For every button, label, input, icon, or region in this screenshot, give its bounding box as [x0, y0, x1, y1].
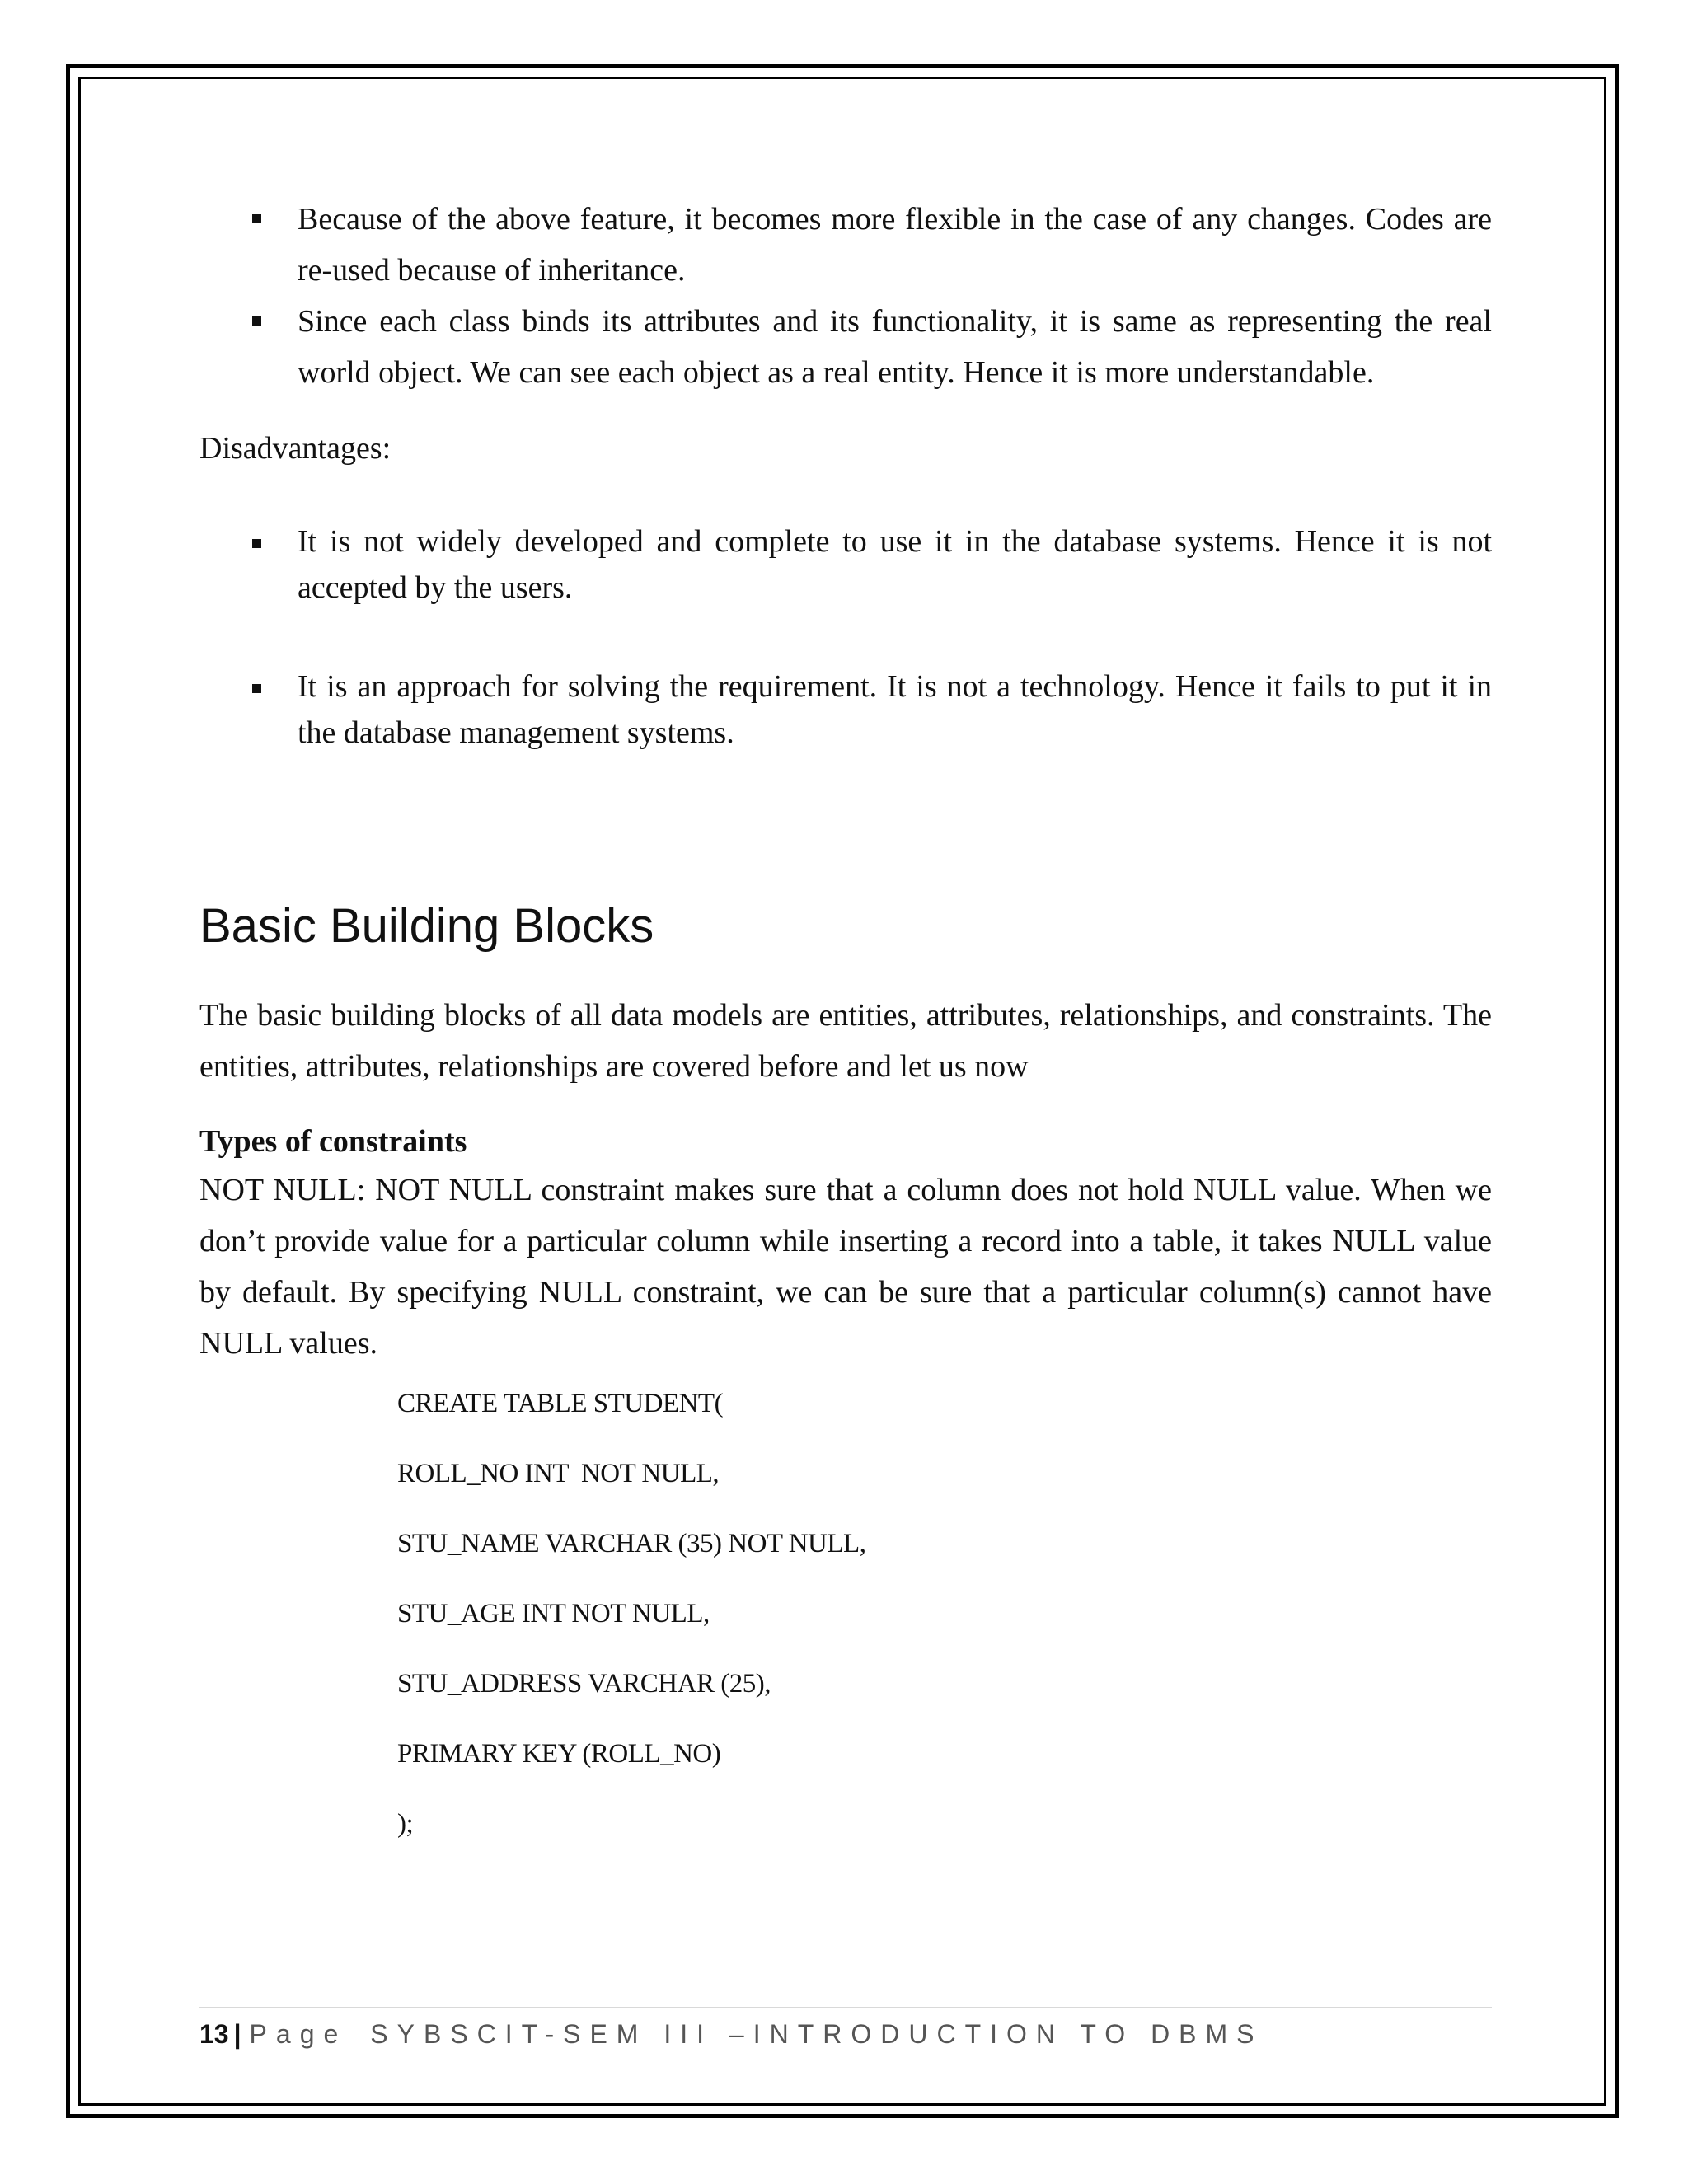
code-line: ROLL_NO INT NOT NULL, — [397, 1459, 720, 1488]
list-item — [199, 663, 1492, 756]
page-word: Page — [249, 2019, 348, 2049]
list-item — [199, 194, 1492, 296]
square-bullet-icon — [252, 539, 261, 548]
section-heading: Basic Building Blocks — [199, 899, 654, 953]
footer-separator: | — [233, 2019, 241, 2049]
list-item-text: It is an approach for solving the requirement. It is not a technology. Hence it fails to put it in the database management systems. — [298, 669, 1492, 750]
constraints-title: Types of constraints — [199, 1124, 467, 1159]
intro-paragraph: The basic building blocks of all data models are entities, attributes, relationships, and constraints. The entities, attributes, relationships are covered before and let us now — [199, 998, 1492, 1084]
advantages-list — [199, 194, 1492, 398]
footer-divider — [199, 2007, 1492, 2008]
disadvantages-list — [199, 518, 1492, 756]
square-bullet-icon — [252, 214, 261, 223]
not-null-paragraph: NOT NULL: NOT NULL constraint makes sure that a column does not hold NULL value. When we don’t provide value for a particular column while inserting a record into a table, it takes NULL value by default. By specifying NULL constraint, we can be sure that a particular column(s) cannot have NULL values. — [199, 1173, 1492, 1361]
code-line: STU_AGE INT NOT NULL, — [397, 1599, 710, 1629]
disadvantages-label: Disadvantages: — [199, 431, 392, 466]
square-bullet-icon — [252, 684, 261, 693]
page-number: 13 — [199, 2019, 229, 2049]
list-item-text: Since each class binds its attributes and its functionality, it is same as representing the real world object. We can see each object as a real entity. Hence it is more understandable. — [298, 304, 1492, 390]
code-line: STU_ADDRESS VARCHAR (25), — [397, 1669, 771, 1699]
code-line: PRIMARY KEY (ROLL_NO) — [397, 1739, 721, 1769]
list-item-text: Because of the above feature, it becomes more flexible in the case of any changes. Codes are re-used because of inheritance. — [298, 202, 1492, 288]
list-item — [199, 296, 1492, 398]
sql-code-block — [397, 1369, 1492, 1859]
code-line: ); — [397, 1809, 414, 1839]
list-item — [199, 518, 1492, 611]
code-line: STU_NAME VARCHAR (35) NOT NULL, — [397, 1529, 866, 1558]
list-item-text: It is not widely developed and complete to use it in the database systems. Hence it is not accepted by the users. — [298, 524, 1492, 605]
code-line: CREATE TABLE STUDENT( — [397, 1389, 724, 1418]
page-content — [199, 194, 1492, 1859]
square-bullet-icon — [252, 316, 261, 326]
course-title: SYBSCIT-SEM III –INTRODUCTION TO DBMS — [370, 2019, 1264, 2049]
page-footer — [199, 2011, 1264, 2057]
